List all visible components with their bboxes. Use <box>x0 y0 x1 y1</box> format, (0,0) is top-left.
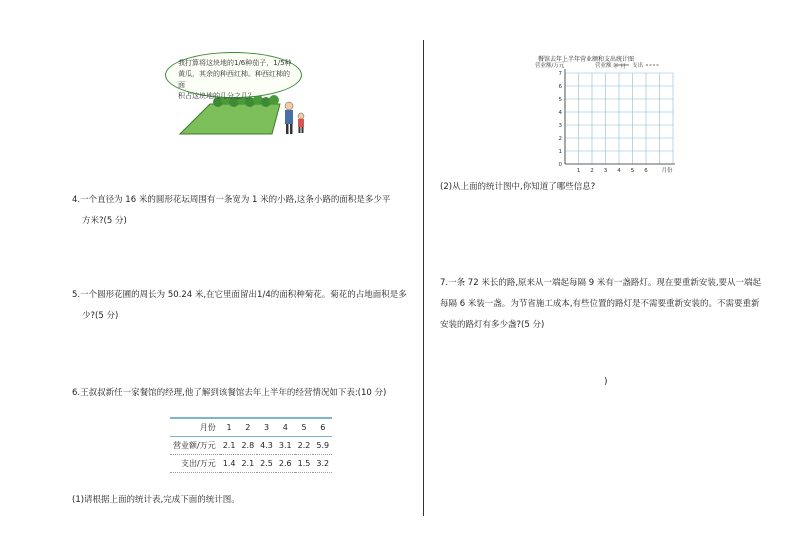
table-month: 1 <box>220 418 239 437</box>
y-tick-label: 5 <box>558 97 562 103</box>
table-row-label: 支出/万元 <box>170 455 220 473</box>
table-row-expense <box>170 455 332 473</box>
table-cell: 2.1 <box>238 455 257 473</box>
table-month: 5 <box>295 418 314 437</box>
statistics-table <box>170 417 332 473</box>
table-cell: 1.4 <box>220 455 239 473</box>
x-axis-label: 月份 <box>661 168 673 174</box>
y-axis-label: 营业额/万元 <box>535 63 565 69</box>
legend-income-label: 营业额 <box>595 63 612 69</box>
table-cell: 2.2 <box>295 437 314 455</box>
question-6: 6.王叔叔新任一家餐馆的经理,他了解到该餐馆去年上半年的经营情况如下表:(10 分) <box>72 388 387 398</box>
table-cell: 2.5 <box>257 455 276 473</box>
person-figure <box>285 102 293 134</box>
table-cell: 3.2 <box>313 455 332 473</box>
table-row-income <box>170 437 332 455</box>
chart-grid <box>533 58 683 178</box>
table-cell: 4.3 <box>257 437 276 455</box>
question-7: 7.一条 72 米长的路,原来从一端起每隔 9 米有一盏路灯。现在要重新安装,要从一端起 每隔 6 米装一盏。为节省施工成本,有些位置的路灯是不需要重新安装的。不需要重新 安装的路灯有多少盏?(5 分) <box>440 278 762 330</box>
chart-title: 餐馆去年上半年营业额和支出统计图 <box>538 56 635 63</box>
x-tick-label: 3 <box>603 168 608 174</box>
y-tick-label: 6 <box>558 84 562 90</box>
y-tick-label: 7 <box>558 71 562 77</box>
table-header-row <box>170 418 332 437</box>
x-tick-label: 2 <box>590 168 594 174</box>
table-month: 6 <box>313 418 332 437</box>
table-month: 3 <box>257 418 276 437</box>
table-cell: 3.1 <box>276 437 295 455</box>
legend-expense-label: 支出 <box>632 63 644 69</box>
x-tick-label: 5 <box>630 168 635 174</box>
question-6-part-2: (2)从上面的统计图中,你知道了哪些信息? <box>440 182 596 192</box>
closing-parenthesis: ) <box>604 377 608 387</box>
y-tick-label: 1 <box>558 149 562 155</box>
table-month: 2 <box>238 418 257 437</box>
y-tick-label: 0 <box>558 162 562 168</box>
y-tick-label: 3 <box>558 123 562 129</box>
table-cell: 2.1 <box>220 437 239 455</box>
question-6-part-1: (1)请根据上面的统计表,完成下面的统计图。 <box>72 495 240 505</box>
table-cell: 2.8 <box>238 437 257 455</box>
x-tick-label: 4 <box>617 168 621 174</box>
field <box>180 104 280 134</box>
table-month: 4 <box>276 418 295 437</box>
y-tick-label: 4 <box>558 110 562 116</box>
chart-date: 年 月 <box>613 64 626 70</box>
x-tick-label: 1 <box>576 168 581 174</box>
table-cell: 5.9 <box>313 437 332 455</box>
speech-bubble-text: 我打算将这块地的1/6种茄子，1/5种 黄瓜，其余的种西红柿。种西红柿的面 积占这块地的几分之几？ <box>178 59 292 100</box>
question-4: 4.一个直径为 16 米的圆形花坛周围有一条宽为 1 米的小路,这条小路的面积是多少平 方米?(5 分) <box>72 195 391 226</box>
table-cell: 2.6 <box>276 455 295 473</box>
x-tick-label: 6 <box>644 168 648 174</box>
y-tick-label: 2 <box>558 136 562 142</box>
question-5: 5.一个圆形花圃的周长为 50.24 米,在它里面留出1/4的面积种菊花。菊花的占地面积是多 少?(5 分) <box>72 290 407 321</box>
child-figure <box>298 113 304 133</box>
column-divider <box>423 40 424 516</box>
table-row-label: 营业额/万元 <box>170 437 220 455</box>
table-cell: 1.5 <box>295 455 314 473</box>
table-header-label: 月份 <box>170 418 220 437</box>
